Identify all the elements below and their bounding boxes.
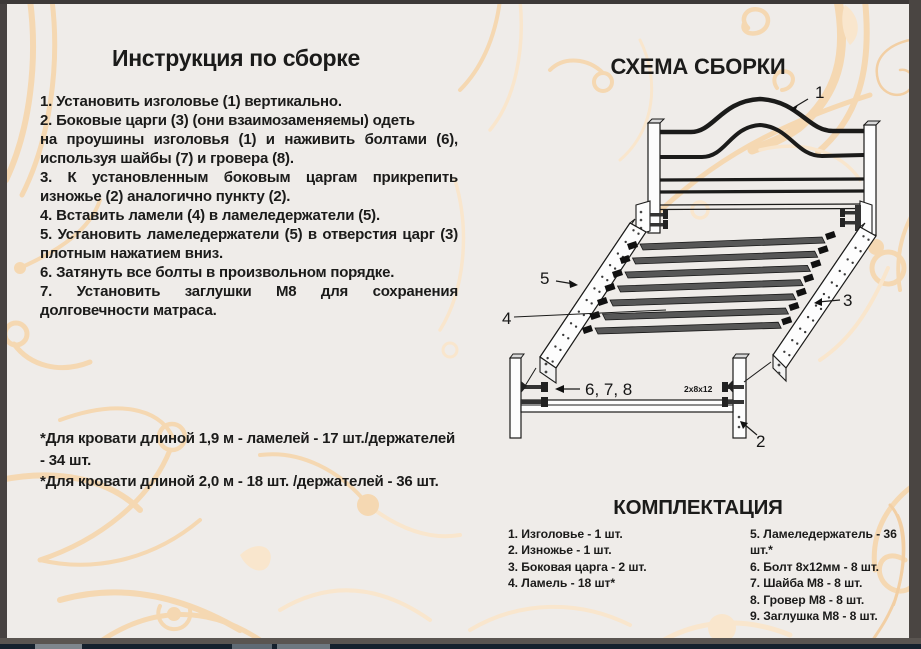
- assembly-steps: [40, 92, 458, 320]
- note-line: *Для кровати длиной 1,9 м - ламелей - 17 шт./держателей: [40, 430, 456, 447]
- label-footboard: 2: [756, 432, 766, 451]
- step-line: долговечности матраса.: [40, 302, 217, 319]
- taskbar-strip: [0, 644, 921, 649]
- parts-list-right: [750, 526, 921, 624]
- label-bolt-size: 2x8x12: [684, 384, 713, 394]
- note-line: *Для кровати длиной 2,0 м - 18 шт. /держателей - 36 шт.: [40, 473, 439, 490]
- step-line: 4. Вставить ламели (4) в ламеледержатели (5).: [40, 207, 380, 224]
- step-6: [40, 263, 458, 282]
- step-5: [40, 225, 458, 263]
- step-line: 5. Установить ламеледержатели (5) в отверстия царг (3): [40, 226, 458, 243]
- window-border-top: [0, 0, 921, 4]
- step-4: [40, 206, 458, 225]
- parts-item: 4. Ламель - 18 шт*: [508, 576, 616, 591]
- parts-item: 1. Изголовье - 1 шт.: [508, 527, 623, 541]
- lamel-count-notes: [40, 428, 460, 493]
- scheme-title: СХЕМА СБОРКИ: [610, 54, 786, 80]
- step-line: на проушины изголовья (1) и наживить болтами (6),: [40, 131, 458, 148]
- step-line: 1. Установить изголовье (1) вертикально.: [40, 93, 342, 110]
- step-line: 7. Установить заглушки М8 для сохранения: [40, 283, 458, 300]
- label-side-rail: 3: [843, 291, 853, 310]
- parts-item: 7. Шайба М8 - 8 шт.: [750, 576, 863, 591]
- taskbar-item[interactable]: [277, 644, 330, 649]
- headboard-drawing: [636, 99, 880, 235]
- step-line: плотным нажатием вниз.: [40, 245, 223, 262]
- step-line: 6. Затянуть все болты в произвольном порядке.: [40, 264, 395, 281]
- parts-item: 9. Заглушка М8 - 8 шт.: [750, 609, 878, 624]
- step-3: [40, 168, 458, 206]
- instructions-title: Инструкция по сборке: [111, 45, 361, 72]
- parts-item: 2. Изножье - 1 шт.: [508, 543, 612, 558]
- step-2: [40, 111, 458, 168]
- parts-list-left: [508, 526, 647, 592]
- step-7: [40, 282, 458, 320]
- note-line: - 34 шт.: [40, 451, 92, 469]
- parts-item: 6. Болт 8х12мм - 8 шт.: [750, 559, 879, 574]
- parts-item: 8. Гровер М8 - 8 шт.: [750, 592, 865, 607]
- step-line: 2. Боковые царги (3) (они взаимозаменяемы) одеть: [40, 112, 415, 129]
- parts-list-title: КОМПЛЕКТАЦИЯ: [613, 496, 783, 519]
- step-line: изножье (2) аналогично пункту (2).: [40, 188, 291, 205]
- label-bolt-group: 6, 7, 8: [585, 380, 633, 399]
- taskbar-item[interactable]: [35, 644, 82, 649]
- parts-item: 5. Ламеледержатель - 36 шт.*: [750, 527, 897, 558]
- bed-assembly-diagram: [478, 85, 918, 465]
- label-lamel: 4: [502, 309, 512, 328]
- parts-item: 3. Боковая царга - 2 шт.: [508, 559, 647, 574]
- window-border-left: [0, 0, 7, 638]
- step-line: используя шайбы (7) и гровера (8).: [40, 150, 294, 167]
- step-line: 3. К установленным боковым царгам прикрепить: [40, 169, 458, 186]
- step-1: [40, 92, 458, 111]
- label-headboard: 1: [815, 85, 825, 102]
- taskbar-item[interactable]: [232, 644, 272, 649]
- window-border-right: [909, 0, 921, 638]
- label-lamel-holder: 5: [540, 269, 550, 288]
